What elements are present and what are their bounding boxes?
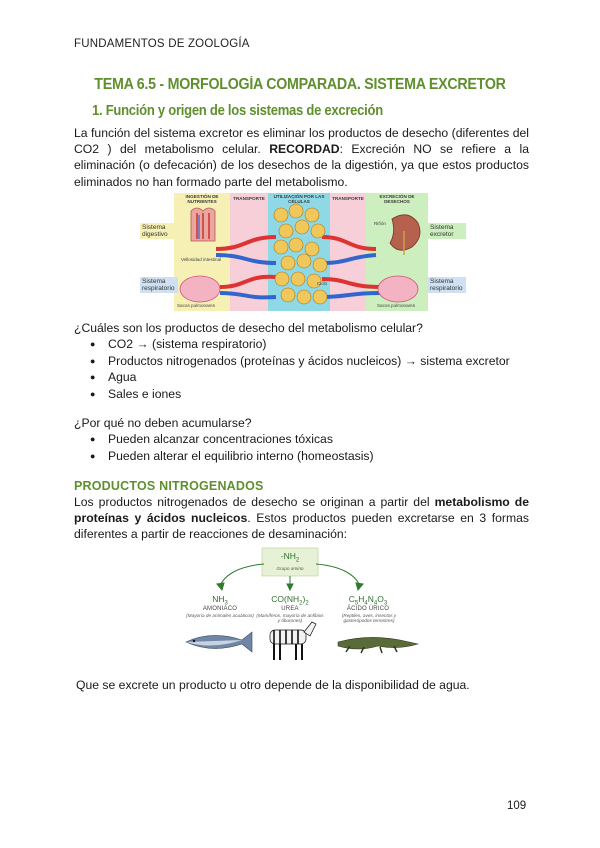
crocodile-icon <box>338 637 418 653</box>
header-transport-1: TRANSPORTE <box>233 196 265 201</box>
ammonia-desc: (Mayoría de animales acuáticos) <box>186 613 254 618</box>
list-item: ● Sales e iones <box>74 386 510 403</box>
zebra-icon <box>270 622 316 660</box>
intestine-villi-icon <box>191 208 215 241</box>
urea-name: UREA <box>281 606 299 612</box>
uric-acid-name: ÁCIDO ÚRICO <box>346 606 390 612</box>
amino-label: Grupo amino <box>276 566 304 571</box>
running-header: FUNDAMENTOS DE ZOOLOGÍA <box>74 38 250 50</box>
reasons-list <box>74 431 374 464</box>
excretion-overview-figure <box>136 193 464 311</box>
amino-formula: $-NH_2$ <box>280 551 300 564</box>
label-villus: Vellosidad intestinal <box>180 257 222 262</box>
lung-icon <box>180 276 220 302</box>
list-item: ● Pueden alcanzar concentraciones tóxicas <box>74 431 374 448</box>
ammonia-name: AMONIACO <box>202 606 238 612</box>
excretion-diagram <box>136 193 464 311</box>
ammonia-formula: $NH_3$ <box>212 594 228 607</box>
page-number: 109 <box>507 800 527 812</box>
urea-desc: (Mamíferos, mayoría de anfibios y tiburones) <box>256 613 324 624</box>
nitrogen-paragraph: Los productos nitrogenados de desecho se originan a partir del metabolismo de proteínas y ácidos nucleicos. Estos productos pueden excretarse en 3 formas diferentes a partir de reacciones de desaminación: <box>74 495 529 542</box>
question-why-not-accumulate: ¿Por qué no deben acumularse? <box>74 416 252 430</box>
list-item: ● Productos nitrogenados (proteínas y ácidos nucleicos) → sistema excretor <box>74 353 510 370</box>
label-excretory-system: Sistema excretor <box>428 223 466 239</box>
fish-icon <box>186 632 252 652</box>
label-respiratory-system-right: Sistema respiratorio <box>428 277 466 293</box>
header-utilization: UTILIZACIÓN POR LAS CÉLULAS <box>273 194 325 204</box>
chapter-title: TEMA 6.5 - MORFOLOGÍA COMPARADA. SISTEMA EXCRETOR <box>94 76 506 93</box>
nitrogen-waste-figure <box>180 546 420 672</box>
uric-acid-desc: (Reptiles, aves, insectos y gasterópodos terrestres) <box>341 613 397 624</box>
section-heading: 1. Función y origen de los sistemas de excreción <box>92 103 383 119</box>
list-item: ● Pueden alterar el equilibrio interno (homeostasis) <box>74 448 374 465</box>
urea-formula: $CO(NH_2)_2$ <box>271 594 309 607</box>
list-item: ● CO2 → (sistema respiratorio) <box>74 336 510 353</box>
list-item: ● Agua <box>74 369 510 386</box>
label-digestive-system: Sistema digestivo <box>140 223 178 239</box>
conclusion-text: Que se excrete un producto u otro depende de la disponibilidad de agua. <box>76 678 470 692</box>
section-title-nitrogen-products: PRODUCTOS NITROGENADOS <box>74 479 264 493</box>
header-ingestion: INGESTIÓN DE NUTRIENTES <box>185 194 219 204</box>
label-air-sacs-left: Sacos pulmonares <box>176 303 216 308</box>
header-transport-2: TRANSPORTE <box>332 196 364 201</box>
label-respiratory-system-left: Sistema respiratorio <box>140 277 178 293</box>
uric-acid-formula: $C_5H_4N_4O_3$ <box>348 594 388 607</box>
question-waste-products: ¿Cuáles son los productos de desecho del metabolismo celular? <box>74 321 423 335</box>
header-excretion: EXCRECIÓN DE DESECHOS <box>379 194 415 204</box>
label-kidney: Riñón <box>373 221 386 226</box>
intro-paragraph: La función del sistema excretor es eliminar los productos de desecho (diferentes del CO2 ) del metabolismo celular. RECORDAD: Excreción NO se refiere a la eliminación (o defecación) de los desechos de la digestión, ya que estos productos eliminados no han formado parte del metabolismo. <box>74 126 529 189</box>
waste-products-list <box>74 336 510 402</box>
label-air-sacs-right: Sacos pulmonares <box>376 303 416 308</box>
recordad-bold: RECORDAD <box>269 142 340 157</box>
label-cycle: Ciclo <box>316 281 328 286</box>
lung-right-icon <box>378 276 418 302</box>
nitrogen-bold: metabolismo de proteínas y ácidos nucleicos <box>74 495 529 526</box>
